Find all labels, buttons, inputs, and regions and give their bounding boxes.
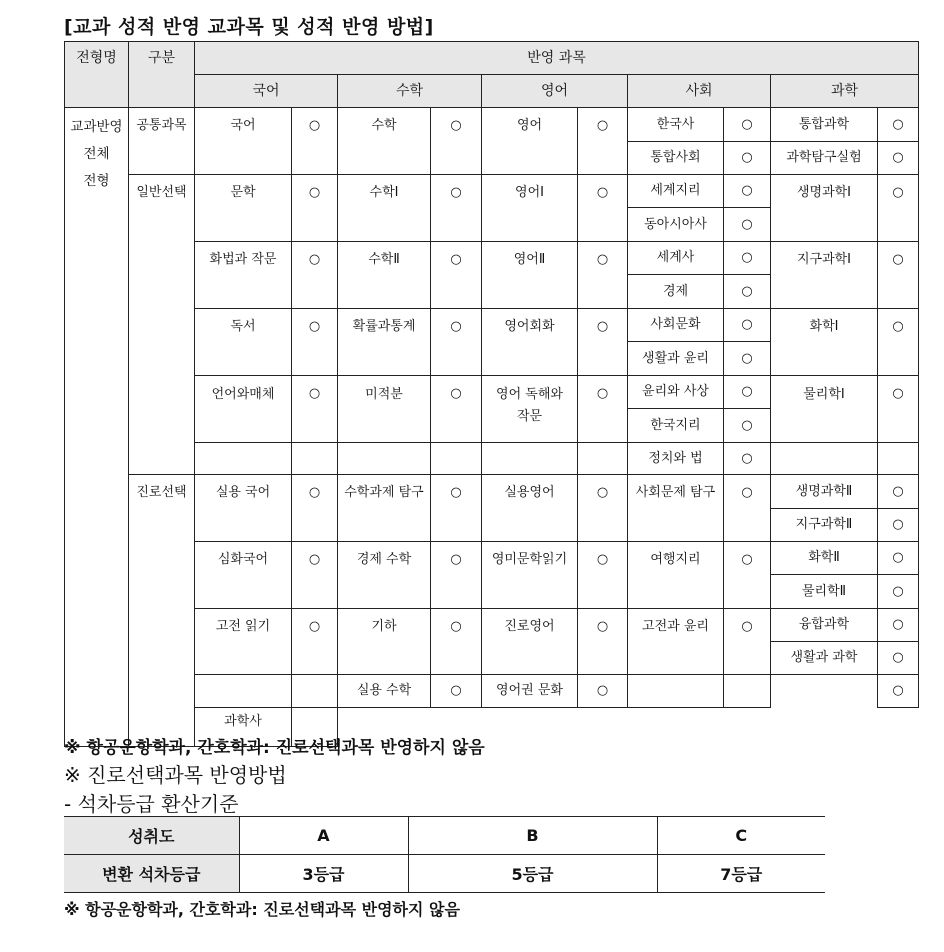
cell-math: 수학Ⅰ: [338, 175, 431, 242]
mark: ○: [724, 475, 771, 542]
page-title: [교과 성적 반영 교과목 및 성적 반영 방법]: [64, 16, 434, 38]
level-b: B: [408, 817, 657, 855]
cell-science: 생활과 과학: [771, 642, 878, 675]
header-subject-math: 수학: [338, 75, 482, 108]
grade-c: 7등급: [657, 855, 825, 893]
cell-english: 영어: [482, 108, 578, 175]
cell-math: 수학: [338, 108, 431, 175]
cell-english: 영어회화: [482, 309, 578, 376]
mark: ○: [578, 542, 628, 609]
mark: ○: [431, 542, 482, 609]
mark: ○: [724, 376, 771, 409]
empty-cell: [195, 443, 292, 475]
mark: ○: [878, 242, 919, 309]
cell-social: 생활과 윤리: [628, 342, 724, 376]
cell-social: 여행지리: [628, 542, 724, 609]
cell-science: 물리학Ⅱ: [771, 575, 878, 609]
mark: ○: [431, 376, 482, 443]
mark: ○: [724, 242, 771, 275]
mark: ○: [292, 542, 338, 609]
cell-math: 경제 수학: [338, 542, 431, 609]
cell-korean: 실용 국어: [195, 475, 292, 542]
cell-science: 과학탐구실험: [771, 142, 878, 175]
empty-cell: [482, 443, 578, 475]
mark: ○: [724, 309, 771, 342]
cell-english: 영어Ⅱ: [482, 242, 578, 309]
empty-cell: [195, 675, 292, 708]
cell-science: 과학사: [195, 708, 292, 747]
mark: ○: [878, 108, 919, 142]
mark: ○: [878, 642, 919, 675]
cell-science: 화학Ⅱ: [771, 542, 878, 575]
mark: ○: [431, 309, 482, 376]
cell-math: 실용 수학: [338, 675, 431, 708]
mark: ○: [724, 542, 771, 609]
mark: ○: [292, 108, 338, 175]
empty-cell: [724, 675, 771, 708]
mark: ○: [578, 175, 628, 242]
mark: ○: [724, 275, 771, 309]
header-subject-english: 영어: [482, 75, 628, 108]
cell-math: 기하: [338, 609, 431, 675]
cell-science: 물리학Ⅰ: [771, 376, 878, 443]
mark: ○: [578, 309, 628, 376]
cell-english: 진로영어: [482, 609, 578, 675]
mark: ○: [724, 108, 771, 142]
empty-cell: [771, 675, 878, 708]
cell-science: 지구과학Ⅱ: [771, 509, 878, 542]
header-subject-social: 사회: [628, 75, 771, 108]
cell-math: 확률과통계: [338, 309, 431, 376]
mark: ○: [878, 309, 919, 376]
mark: ○: [724, 208, 771, 242]
mark: ○: [878, 509, 919, 542]
category-general: 일반선택: [129, 175, 195, 475]
achievement-label: 성취도: [64, 817, 239, 855]
header-category: 구분: [129, 42, 195, 108]
converted-grade-label: 변환 석차등급: [64, 855, 239, 893]
grade-b: 5등급: [408, 855, 657, 893]
cell-korean: 심화국어: [195, 542, 292, 609]
level-a: A: [239, 817, 408, 855]
mark: ○: [878, 542, 919, 575]
cell-korean: 언어와매체: [195, 376, 292, 443]
cell-math: 수학Ⅱ: [338, 242, 431, 309]
mark: ○: [578, 242, 628, 309]
cell-social: 한국지리: [628, 409, 724, 443]
header-reflected: 반영 과목: [195, 42, 919, 75]
level-c: C: [657, 817, 825, 855]
cell-korean: 화법과 작문: [195, 242, 292, 309]
cell-english: 실용영어: [482, 475, 578, 542]
cell-korean: 독서: [195, 309, 292, 376]
cell-science: 화학Ⅰ: [771, 309, 878, 376]
category-common: 공통과목: [129, 108, 195, 175]
mark: ○: [431, 108, 482, 175]
cell-science: 통합과학: [771, 108, 878, 142]
cell-science: 융합과학: [771, 609, 878, 642]
cell-social: 동아시아사: [628, 208, 724, 242]
mark: ○: [724, 609, 771, 675]
empty-cell: [338, 443, 431, 475]
cell-math: 수학과제 탐구: [338, 475, 431, 542]
cell-english: 영어Ⅰ: [482, 175, 578, 242]
mark: ○: [431, 675, 482, 708]
mark: ○: [878, 142, 919, 175]
mark: ○: [724, 443, 771, 475]
mark: ○: [292, 609, 338, 675]
mark: ○: [578, 609, 628, 675]
note-conversion: - 석차등급 환산기준: [64, 792, 239, 816]
mark: ○: [292, 242, 338, 309]
cell-science: 생명과학Ⅱ: [771, 475, 878, 509]
header-type: 전형명: [65, 42, 129, 108]
cell-english: 영어권 문화: [482, 675, 578, 708]
note-career-excluded: ※ 항공운항학과, 간호학과: 진로선택과목 반영하지 않음: [64, 738, 485, 758]
cell-social: 사회문제 탐구: [628, 475, 724, 542]
note-bottom: ※ 항공운항학과, 간호학과: 진로선택과목 반영하지 않음: [64, 900, 460, 919]
mark: ○: [578, 376, 628, 443]
grade-a: 3등급: [239, 855, 408, 893]
mark: ○: [292, 175, 338, 242]
cell-social: 윤리와 사상: [628, 376, 724, 409]
mark: ○: [292, 475, 338, 542]
mark: ○: [292, 309, 338, 376]
cell-math: 미적분: [338, 376, 431, 443]
mark: ○: [724, 409, 771, 443]
mark: ○: [292, 376, 338, 443]
cell-social: 한국사: [628, 108, 724, 142]
cell-science: 생명과학Ⅰ: [771, 175, 878, 242]
grade-conversion-table: [64, 816, 825, 893]
cell-korean: 문학: [195, 175, 292, 242]
mark: ○: [878, 475, 919, 509]
mark: ○: [878, 675, 919, 708]
mark: ○: [878, 609, 919, 642]
mark: ○: [431, 475, 482, 542]
empty-cell: [292, 675, 338, 708]
empty-cell: [771, 443, 878, 475]
type-name: 교과반영 전체 전형: [65, 108, 129, 747]
empty-cell: [578, 443, 628, 475]
mark: ○: [578, 108, 628, 175]
header-subject-korean: 국어: [195, 75, 338, 108]
mark: ○: [578, 675, 628, 708]
cell-social: 정치와 법: [628, 443, 724, 475]
mark: ○: [431, 242, 482, 309]
category-career: 진로선택: [129, 475, 195, 747]
mark: ○: [878, 175, 919, 242]
cell-english: 영어 독해와 작문: [482, 376, 578, 443]
cell-social: 고전과 윤리: [628, 609, 724, 675]
empty-cell: [628, 675, 724, 708]
subject-table: [64, 41, 919, 747]
mark: ○: [724, 342, 771, 376]
empty-cell: [878, 443, 919, 475]
mark: ○: [878, 376, 919, 443]
mark: ○: [878, 575, 919, 609]
note-method-title: ※ 진로선택과목 반영방법: [64, 763, 287, 787]
cell-korean: 국어: [195, 108, 292, 175]
cell-korean: 고전 읽기: [195, 609, 292, 675]
cell-social: 세계사: [628, 242, 724, 275]
mark: ○: [431, 609, 482, 675]
empty-cell: [292, 443, 338, 475]
mark: ○: [578, 475, 628, 542]
mark: ○: [724, 142, 771, 175]
empty-cell: [431, 443, 482, 475]
mark: ○: [724, 175, 771, 208]
cell-social: 통합사회: [628, 142, 724, 175]
mark: ○: [431, 175, 482, 242]
cell-english: 영미문학읽기: [482, 542, 578, 609]
cell-science: 지구과학Ⅰ: [771, 242, 878, 309]
header-subject-science: 과학: [771, 75, 919, 108]
cell-social: 사회문화: [628, 309, 724, 342]
cell-social: 세계지리: [628, 175, 724, 208]
cell-social: 경제: [628, 275, 724, 309]
